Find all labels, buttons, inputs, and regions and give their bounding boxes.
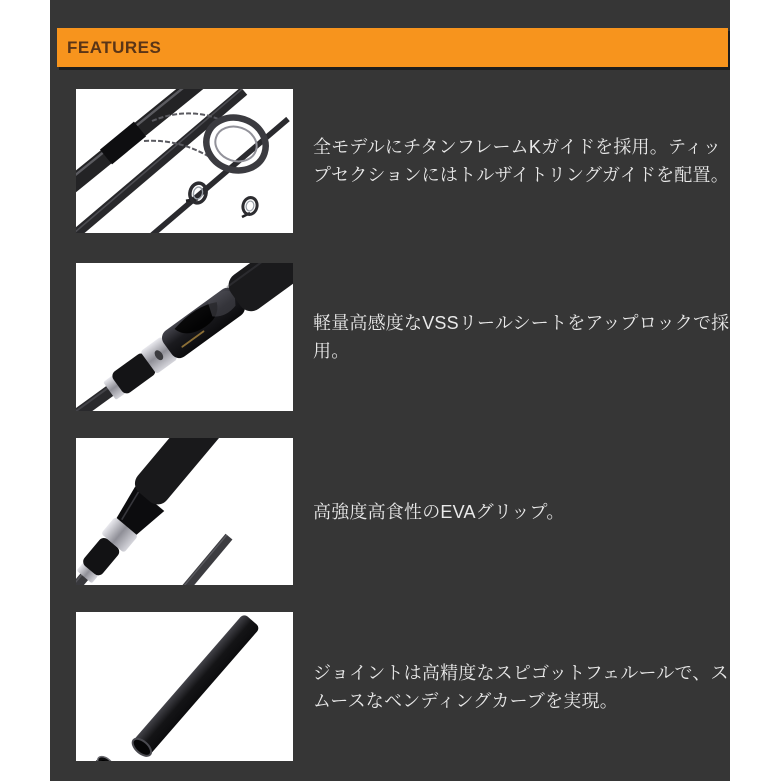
feature-row xyxy=(76,612,730,761)
features-header-label: FEATURES xyxy=(67,37,162,57)
feature-photo-box xyxy=(76,89,293,233)
feature-text: 全モデルにチタンフレームKガイドを採用。ティップセクションにはトルザイトリングガイドを配置。 xyxy=(313,137,729,185)
eva-grip-photo xyxy=(76,438,293,585)
features-header-banner xyxy=(57,28,728,67)
feature-photo-box xyxy=(76,263,293,411)
feature-row xyxy=(76,438,730,585)
feature-description xyxy=(313,612,730,761)
feature-description xyxy=(313,263,730,411)
vss-reel-seat-photo xyxy=(76,263,293,411)
spigot-ferrule-joint-photo xyxy=(76,612,293,761)
feature-description xyxy=(313,438,730,585)
feature-row xyxy=(76,263,730,411)
feature-description xyxy=(313,89,730,233)
feature-photo-box xyxy=(76,438,293,585)
feature-text: 軽量高感度なVSSリールシートをアップロックで採用。 xyxy=(313,313,730,361)
titanium-k-guide-rod-photo xyxy=(76,89,293,233)
feature-text: ジョイントは高精度なスピゴットフェルールで、スムースなベンディングカーブを実現。 xyxy=(313,662,729,711)
feature-row xyxy=(76,89,730,233)
feature-photo-box xyxy=(76,612,293,761)
feature-text: 高強度高食性のEVAグリップ。 xyxy=(313,501,565,522)
content-panel xyxy=(50,0,730,781)
